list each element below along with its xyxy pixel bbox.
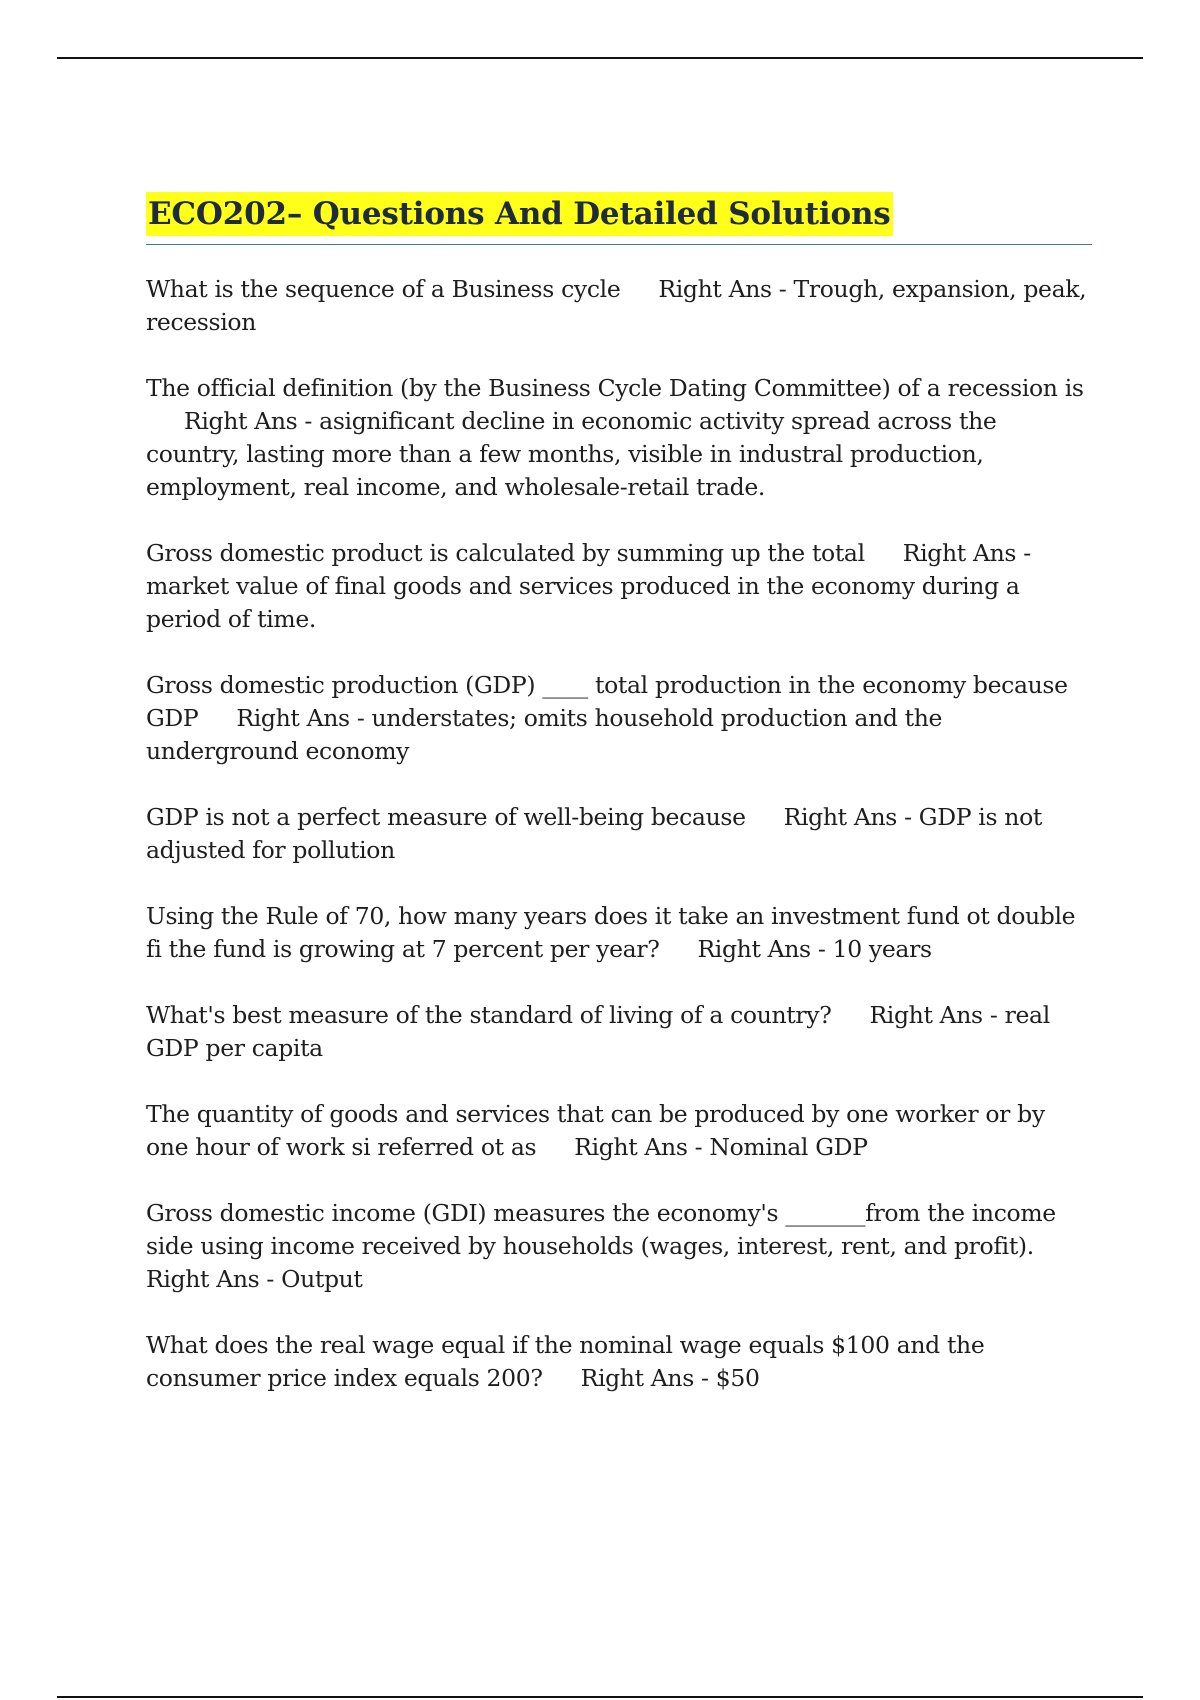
answer-prefix: Right Ans - (902, 539, 1031, 567)
qa-item (146, 999, 1092, 1065)
qa-item (146, 900, 1092, 966)
answer-text: market value of final goods and services produced in the economy during a period of time. (146, 572, 1020, 633)
header-rule (57, 57, 1143, 59)
question-text: The official definition (by the Business Cycle Dating Committee) of a recession is (146, 374, 1084, 402)
footer-rule (57, 1696, 1143, 1698)
answer-text: $50 (715, 1364, 760, 1392)
qa-item (146, 372, 1092, 504)
answer-text: Trough, expansion, peak, recession (146, 275, 1087, 336)
answer-prefix: Right Ans - (869, 1001, 1005, 1029)
qa-item (146, 1098, 1092, 1164)
document-body (146, 192, 1092, 1428)
question-text: Gross domestic product is calculated by summing up the total (146, 539, 865, 567)
title-block (146, 192, 1092, 245)
qa-item (146, 1197, 1092, 1296)
answer-prefix: Right Ans - (658, 275, 794, 303)
document-title: ECO202– Questions And Detailed Solutions (146, 192, 893, 236)
answer-text: real GDP per capita (146, 1001, 1050, 1062)
qa-item (146, 537, 1092, 636)
answer-prefix: Right Ans - (236, 704, 372, 732)
answer-prefix: Right Ans - (580, 1364, 716, 1392)
answer-text: Output (281, 1265, 363, 1293)
question-text: What is the sequence of a Business cycle (146, 275, 621, 303)
question-text: Gross domestic income (GDI) measures the economy's _______from the income side using income received by households (wages, interest, rent, and profit). (146, 1199, 1056, 1260)
answer-prefix: Right Ans - (783, 803, 919, 831)
question-text: What's best measure of the standard of living of a country? (146, 1001, 832, 1029)
answer-text: Nominal GDP (709, 1133, 868, 1161)
question-text: GDP is not a perfect measure of well-being because (146, 803, 746, 831)
answer-text: GDP is not adjusted for pollution (146, 803, 1042, 864)
answer-text: 10 years (832, 935, 932, 963)
answer-prefix: Right Ans - (574, 1133, 710, 1161)
answer-prefix: Right Ans - (697, 935, 833, 963)
qa-item (146, 1329, 1092, 1395)
answer-prefix: Right Ans - (184, 407, 320, 435)
answer-text: asignificant decline in economic activity spread across the country, lasting more than a few months, visible in industral production, employment, real income, and wholesale-retail trade. (146, 407, 997, 501)
answer-text: understates; omits household production and the underground economy (146, 704, 943, 765)
question-text: The quantity of goods and services that can be produced by one worker or by one hour of work si referred ot as (146, 1100, 1045, 1161)
question-text: Using the Rule of 70, how many years does it take an investment fund ot double fi the fund is growing at 7 percent per year? (146, 902, 1076, 963)
answer-prefix: Right Ans - (146, 1265, 282, 1293)
question-text: What does the real wage equal if the nominal wage equals $100 and the consumer price index equals 200? (146, 1331, 985, 1392)
question-text: Gross domestic production (GDP) ____ total production in the economy because GDP (146, 671, 1068, 732)
qa-item (146, 801, 1092, 867)
qa-item (146, 273, 1092, 339)
qa-item (146, 669, 1092, 768)
